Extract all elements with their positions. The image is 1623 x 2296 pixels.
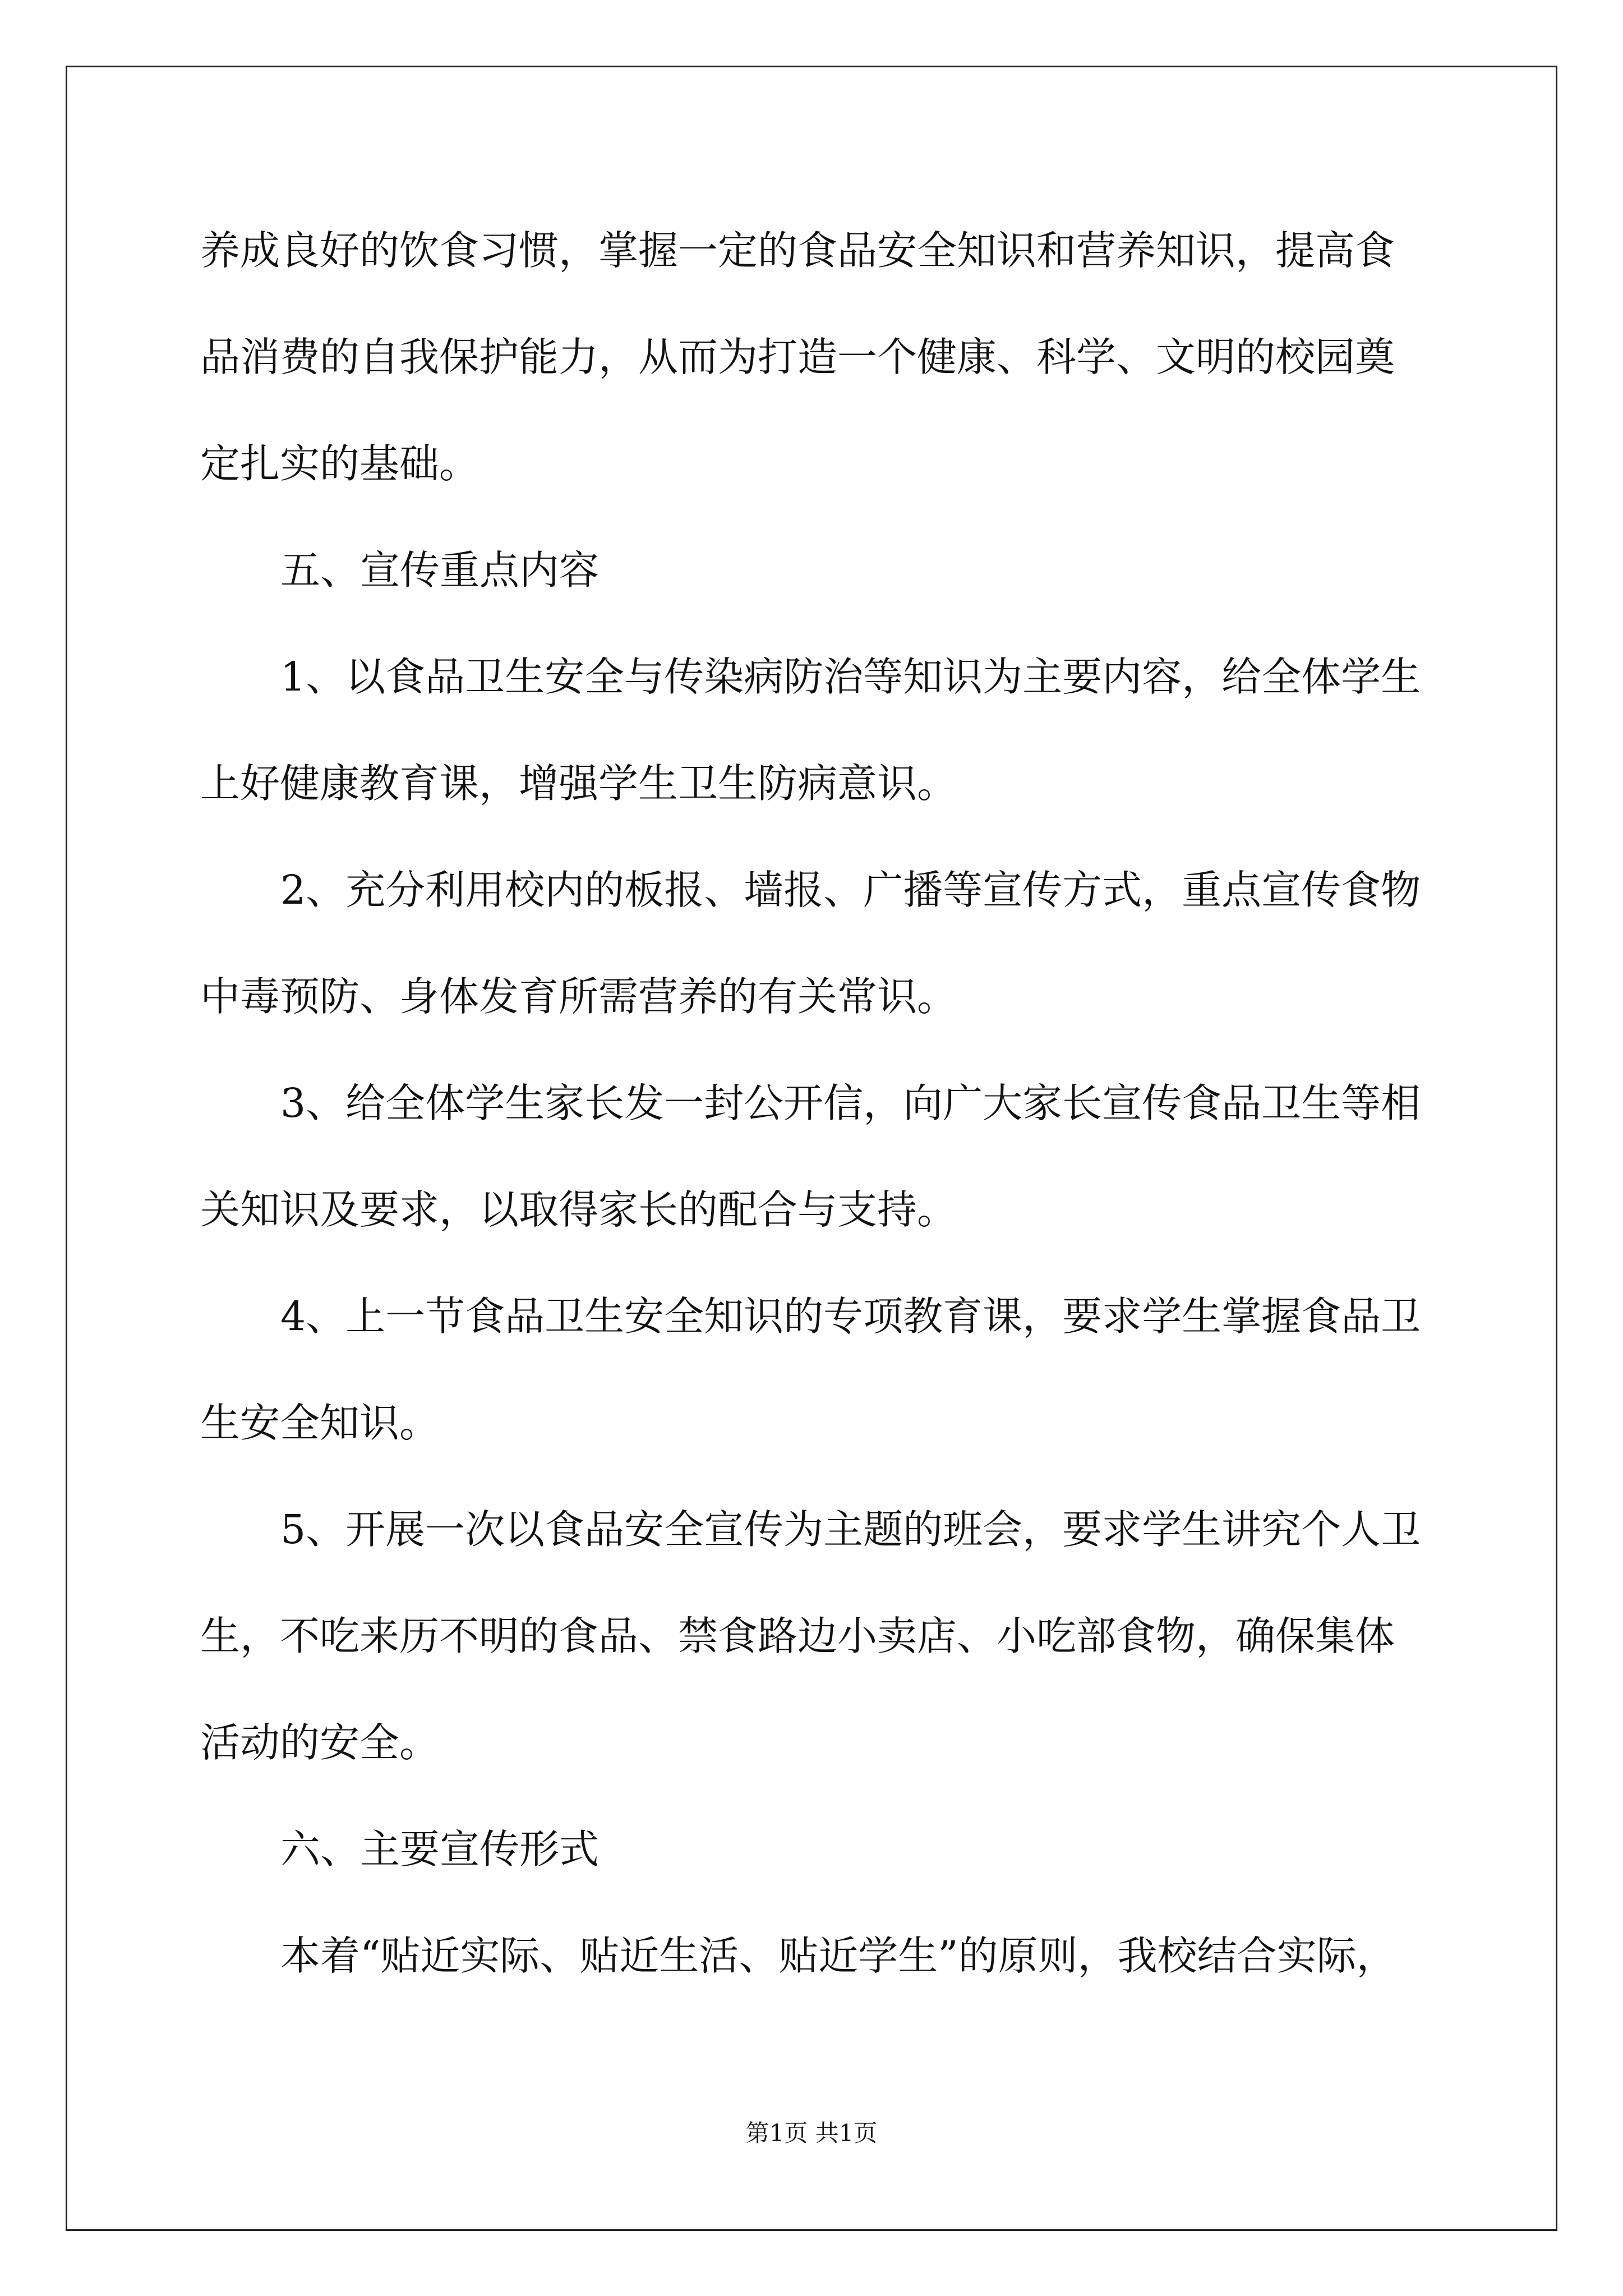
section-heading: 六、主要宣传形式: [280, 1826, 600, 1872]
page-border: [66, 66, 1557, 2231]
body-line: 活动的安全。: [200, 1719, 440, 1766]
section-heading: 五、宣传重点内容: [280, 547, 600, 593]
body-line: 品消费的自我保护能力，从而为打造一个健康、科学、文明的校园奠: [200, 334, 1395, 380]
body-line: 中毒预防、身体发育所需营养的有关常识。: [200, 973, 957, 1020]
body-line: 关知识及要求，以取得家长的配合与支持。: [200, 1186, 957, 1233]
body-line: 5、开展一次以食品安全宣传为主题的班会，要求学生讲究个人卫: [280, 1506, 1421, 1553]
body-line: 本着“贴近实际、贴近生活、贴近学生”的原则，我校结合实际，: [280, 1932, 1396, 1979]
body-line: 1、以食品卫生安全与传染病防治等知识为主要内容，给全体学生: [280, 654, 1421, 700]
body-line: 养成良好的饮食习惯，掌握一定的食品安全知识和营养知识，提高食: [200, 227, 1395, 274]
body-line: 生，不吃来历不明的食品、禁食路边小卖店、小吃部食物，确保集体: [200, 1613, 1395, 1659]
body-line: 定扎实的基础。: [200, 440, 479, 487]
body-line: 3、给全体学生家长发一封公开信，向广大家长宣传食品卫生等相: [280, 1080, 1421, 1126]
body-line: 上好健康教育课，增强学生卫生防病意识。: [200, 760, 957, 807]
body-line: 2、充分利用校内的板报、墙报、广播等宣传方式，重点宣传食物: [280, 867, 1421, 913]
body-line: 生安全知识。: [200, 1400, 440, 1446]
page-footer: 第1页 共1页: [745, 2119, 878, 2147]
body-line: 4、上一节食品卫生安全知识的专项教育课，要求学生掌握食品卫: [280, 1293, 1421, 1340]
